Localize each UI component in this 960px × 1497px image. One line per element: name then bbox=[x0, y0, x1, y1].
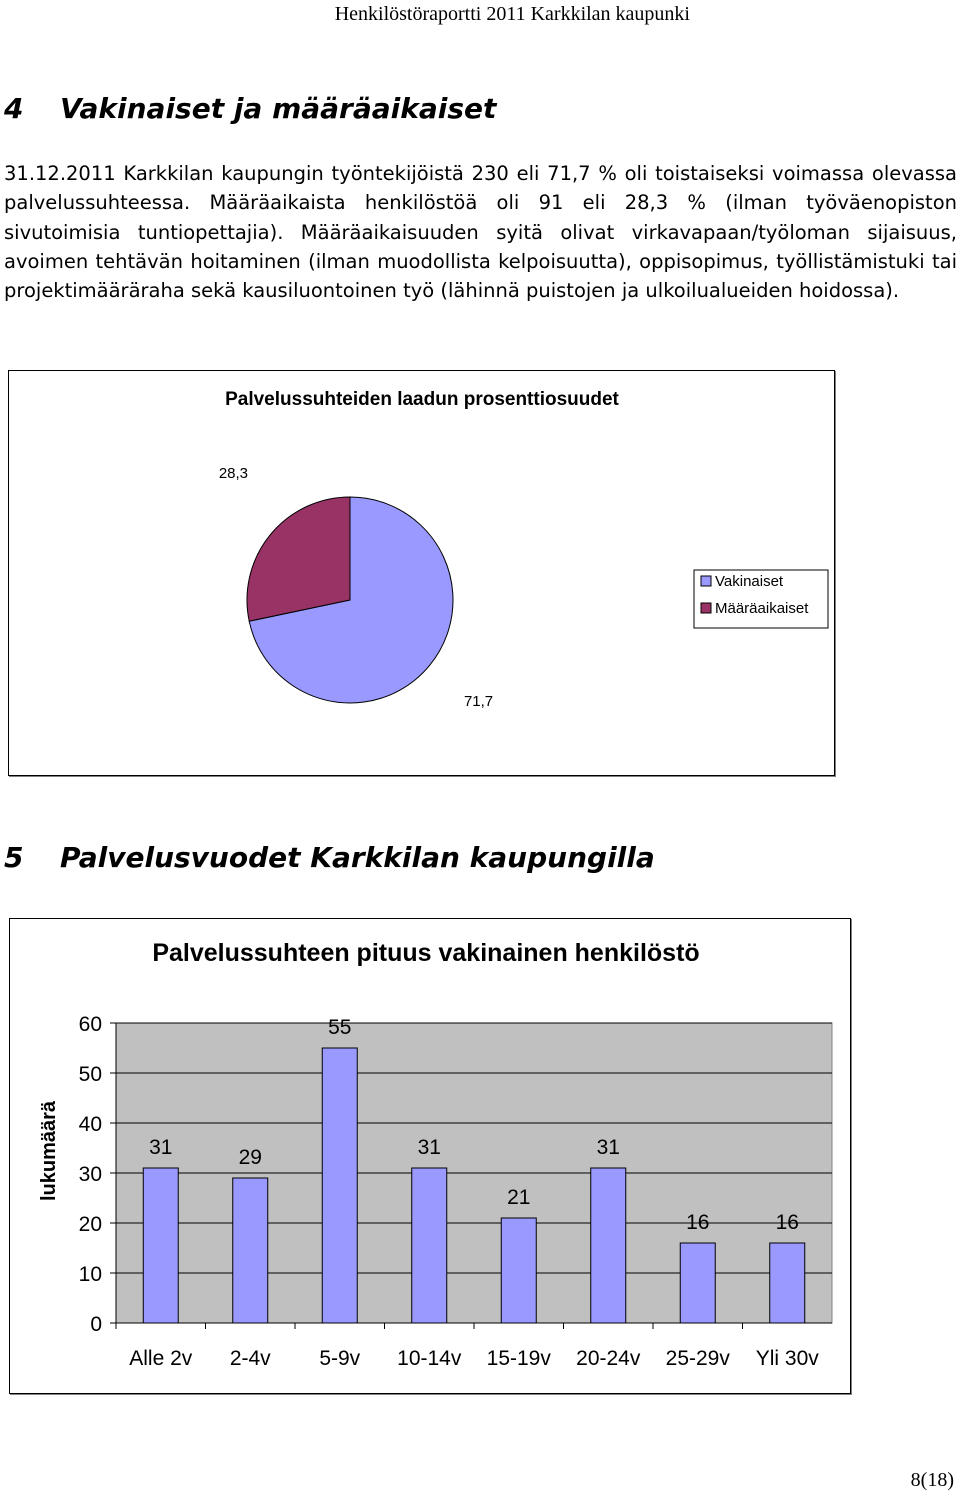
section-number: 4 bbox=[4, 92, 24, 125]
x-tick-label: 15-19v bbox=[486, 1347, 551, 1370]
y-tick-label: 20 bbox=[78, 1213, 102, 1236]
bar-data-label: 16 bbox=[686, 1211, 710, 1234]
pie-data-label: 71,7 bbox=[463, 693, 494, 711]
bar bbox=[680, 1243, 715, 1323]
x-tick-label: 20-24v bbox=[576, 1347, 641, 1370]
section-number: 5 bbox=[4, 841, 24, 874]
chart-title: Palvelussuhteiden laadun prosenttiosuudet bbox=[225, 389, 619, 410]
body-paragraph: 31.12.2011 Karkkilan kaupungin työntekijöistä 230 eli 71,7 % oli toistaiseksi voimassa olevassa palvelussuhteessa. Määräaikaista henkilöstöä oli 91 eli 28,3 % (ilman työväenopiston sivutoimisia tuntiopettajia). Määräaikaisuuden syitä olivat virkavapaan/työloman sijaisuus, avoimen tehtävän hoitaminen (ilman muodollista kelpoisuutta), oppisopimus, työllistämistuki tai projektimääräraha sekä kausiluontoinen työ (lähinnä puistojen ja ulkoilualueiden hoidossa). bbox=[4, 162, 957, 303]
bar bbox=[501, 1218, 536, 1323]
legend-entry: Määräaikaiset bbox=[715, 600, 809, 617]
x-tick-label: Yli 30v bbox=[755, 1347, 819, 1370]
bar-data-label: 31 bbox=[596, 1136, 620, 1159]
bar-data-label: 31 bbox=[417, 1136, 441, 1159]
x-tick-label: 25-29v bbox=[665, 1347, 730, 1370]
bar-data-label: 21 bbox=[507, 1186, 531, 1209]
y-axis-label: lukumäärä bbox=[38, 1100, 60, 1202]
legend-swatch bbox=[701, 603, 711, 613]
bar bbox=[412, 1168, 447, 1323]
pie-chart-frame bbox=[8, 370, 835, 776]
y-tick-label: 30 bbox=[78, 1163, 102, 1186]
running-header: Henkilöstöraportti 2011 Karkkilan kaupunki bbox=[334, 3, 690, 25]
pie-slice-1 bbox=[247, 497, 350, 621]
legend-entry: Vakinaiset bbox=[715, 573, 784, 590]
bar-data-label: 29 bbox=[238, 1146, 262, 1169]
section-heading-4 bbox=[4, 92, 496, 126]
bar bbox=[770, 1243, 805, 1323]
section-heading-5 bbox=[4, 841, 655, 875]
x-tick-label: 2-4v bbox=[229, 1347, 271, 1370]
legend-swatch bbox=[701, 576, 711, 586]
pie-chart bbox=[9, 371, 834, 775]
chart-title: Palvelussuhteen pituus vakinainen henkilöstö bbox=[152, 939, 700, 967]
chart-legend bbox=[694, 570, 828, 628]
section-title: Vakinaiset ja määräaikaiset bbox=[60, 92, 497, 125]
x-tick-label: 10-14v bbox=[397, 1347, 462, 1370]
pie-data-label: 28,3 bbox=[218, 464, 249, 482]
y-tick-label: 10 bbox=[78, 1263, 102, 1286]
bar bbox=[143, 1168, 178, 1323]
section-title: Palvelusvuodet Karkkilan kaupungilla bbox=[60, 841, 655, 874]
bar-chart-frame bbox=[9, 918, 851, 1394]
bar-data-label: 31 bbox=[149, 1136, 173, 1159]
bar-chart bbox=[10, 919, 850, 1393]
bar-data-label: 55 bbox=[328, 1016, 352, 1039]
y-tick-label: 0 bbox=[90, 1313, 102, 1336]
x-tick-label: Alle 2v bbox=[129, 1347, 193, 1370]
y-tick-label: 60 bbox=[78, 1013, 102, 1036]
bar-data-label: 16 bbox=[775, 1211, 799, 1234]
x-tick-label: 5-9v bbox=[319, 1347, 361, 1370]
y-tick-label: 40 bbox=[78, 1113, 102, 1136]
bar bbox=[233, 1178, 268, 1323]
bar bbox=[591, 1168, 626, 1323]
bar bbox=[322, 1048, 357, 1323]
page-number: 8(18) bbox=[910, 1469, 954, 1491]
y-tick-label: 50 bbox=[78, 1063, 102, 1086]
